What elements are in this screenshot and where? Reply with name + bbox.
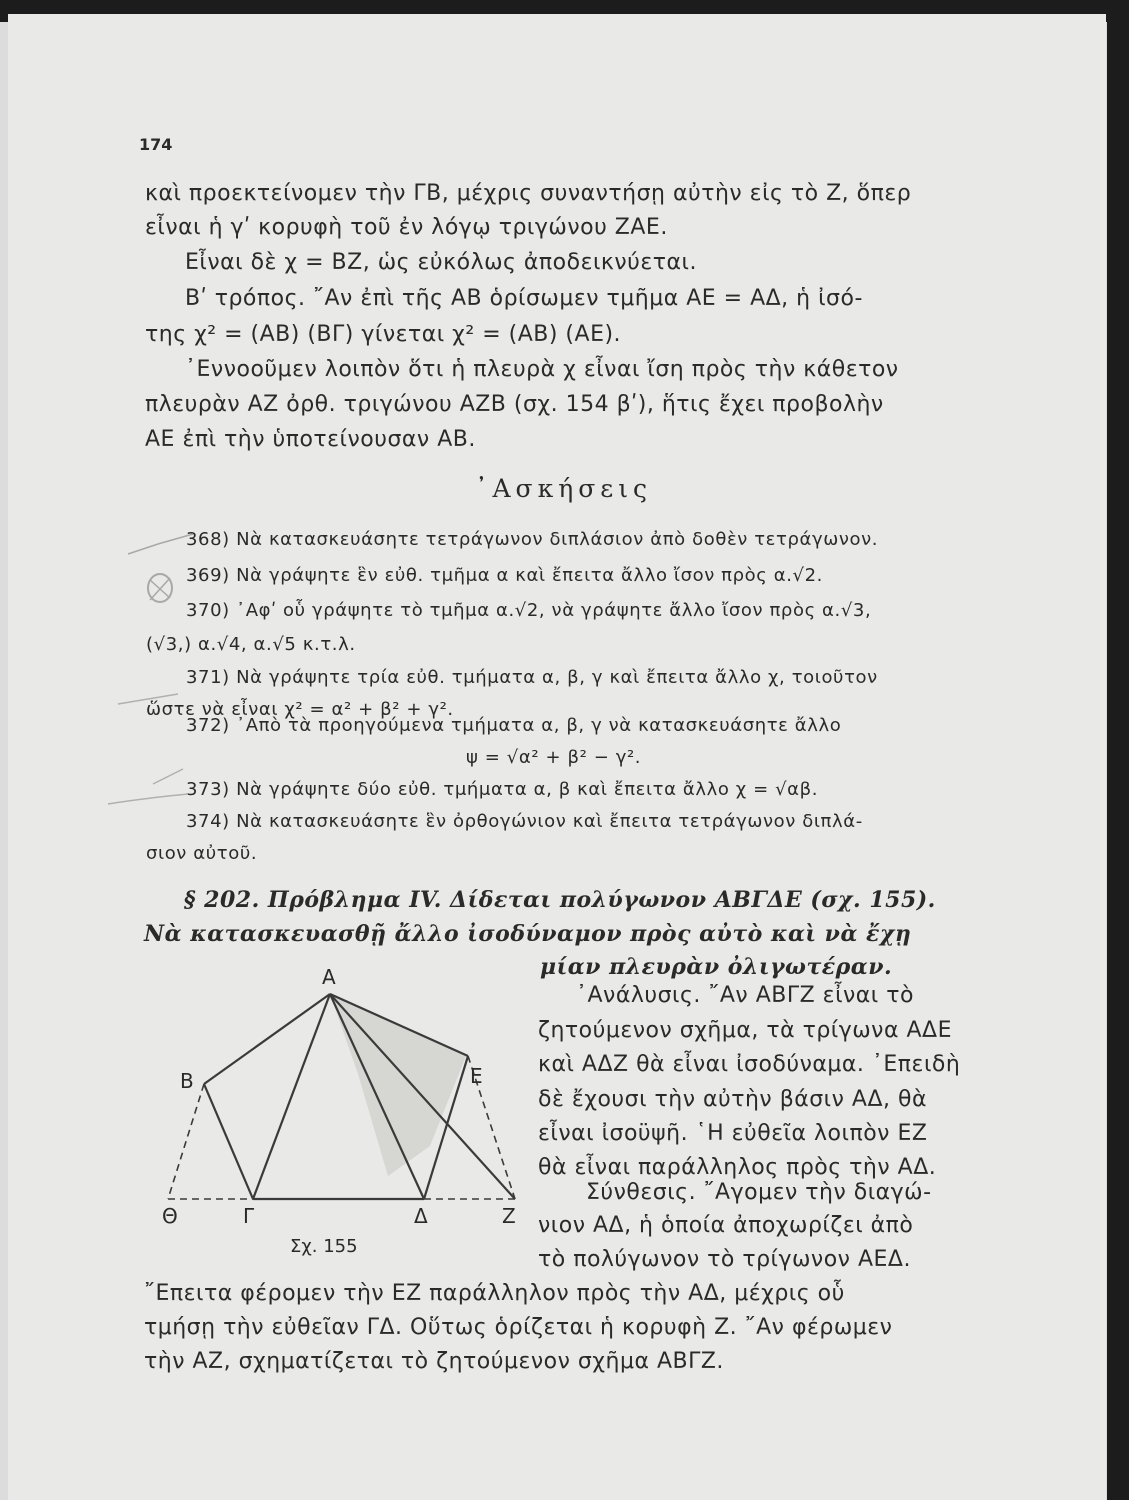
paragraph-line: πλευρὰν ΑΖ ὀρθ. τριγώνου ΑΖΒ (σχ. 154 βʹ), ἥτις ἔχει προβολὴν [145, 392, 884, 417]
fig-label-B: Β [180, 1069, 194, 1093]
exercise-item: 371) Νὰ γράψητε τρία εὐθ. τμήματα α, β, γ καὶ ἔπειτα ἄλλο χ, τοιοῦτον [186, 667, 878, 688]
analysis-line: εἶναι ἰσοϋψῆ. ῾Η εὐθεῖα λοιπὸν ΕΖ [538, 1121, 928, 1146]
paragraph-line: ᾿Εννοοῦμεν λοιπὸν ὅτι ἡ πλευρὰ χ εἶναι ἴση πρὸς τὴν κάθετον [185, 357, 899, 382]
analysis-line: Σύνθεσις. ῎Αγομεν τὴν διαγώ- [586, 1180, 932, 1205]
fig-label-E: Ε [470, 1064, 483, 1088]
book-page [8, 14, 1106, 1500]
paragraph-line: καὶ προεκτείνομεν τὴν ΓΒ, μέχρις συναντήσῃ αὐτὴν εἰς τὸ Ζ, ὅπερ [145, 181, 912, 206]
fig-label-Delta: Δ [414, 1204, 428, 1228]
exercise-item: (√3,) α.√4, α.√5 κ.τ.λ. [146, 634, 356, 655]
section-statement: Νὰ κατασκευασθῇ ἄλλο ἰσοδύναμον πρὸς αὐτὸ καὶ νὰ ἔχῃ [144, 921, 912, 947]
paragraph-line: εἶναι ἡ γʹ κορυφὴ τοῦ ἐν λόγῳ τριγώνου ΖΑΕ. [145, 215, 668, 240]
fig-label-Theta: Θ [162, 1204, 178, 1228]
fig-label-Z: Ζ [502, 1204, 516, 1228]
exercises-heading: ᾿Ασκήσεις [475, 474, 653, 503]
exercise-formula: ψ = √α² + β² − γ². [466, 747, 642, 768]
analysis-line: ᾿Ανάλυσις. ῎Αν ΑΒΓΖ εἶναι τὸ [576, 983, 914, 1008]
analysis-line: καὶ ΑΔΖ θὰ εἶναι ἰσοδύναμα. ᾿Επειδὴ [538, 1052, 961, 1077]
paragraph-line: Εἶναι δὲ χ = ΒΖ, ὡς εὐκόλως ἀποδεικνύεται. [185, 250, 697, 275]
fig-label-Gamma: Γ [243, 1204, 255, 1228]
figure-caption: Σχ. 155 [290, 1236, 358, 1257]
figure-155 [158, 964, 538, 1224]
section-statement: μίαν πλευρὰν ὀλιγωτέραν. [540, 954, 893, 980]
scan-border-right [1107, 0, 1129, 1500]
final-line: τὴν ΑΖ, σχηματίζεται τὸ ζητούμενον σχῆμα ΑΒΓΖ. [144, 1349, 724, 1374]
fig-label-A: Α [322, 965, 336, 989]
exercise-item: 374) Νὰ κατασκευάσητε ἓν ὀρθογώνιον καὶ ἔπειτα τετράγωνον διπλά- [186, 811, 863, 832]
page-number: 174 [139, 135, 173, 154]
paragraph-line: ΑΕ ἐπὶ τὴν ὑποτείνουσαν ΑΒ. [145, 427, 476, 452]
final-line: ῎Επειτα φέρομεν τὴν ΕΖ παράλληλον πρὸς τὴν ΑΔ, μέχρις οὗ [144, 1281, 845, 1306]
exercise-item: σιον αὐτοῦ. [146, 843, 258, 864]
analysis-line: νιον ΑΔ, ἡ ὁποία ἀποχωρίζει ἀπὸ [538, 1213, 914, 1238]
section-title: § 202. Πρόβλημα IV. Δίδεται πολύγωνον ΑΒΓΔΕ (σχ. 155). [184, 887, 936, 913]
exercise-item: 369) Νὰ γράψητε ἓν εὐθ. τμῆμα α καὶ ἔπειτα ἄλλο ἴσον πρὸς α.√2. [186, 565, 823, 586]
segment-AB [204, 994, 330, 1084]
analysis-line: ζητούμενον σχῆμα, τὰ τρίγωνα ΑΔΕ [538, 1018, 952, 1043]
pencil-marks [98, 514, 208, 844]
exercise-item: 373) Νὰ γράψητε δύο εὐθ. τμήματα α, β καὶ ἔπειτα ἄλλο χ = √αβ. [186, 779, 819, 800]
segment-BG [204, 1084, 253, 1199]
analysis-line: τὸ πολύγωνον τὸ τρίγωνον ΑΕΔ. [538, 1247, 911, 1272]
segment-BTheta [168, 1084, 204, 1199]
analysis-line: θὰ εἶναι παράλληλος πρὸς τὴν ΑΔ. [538, 1155, 937, 1180]
segment-AZ [330, 994, 515, 1199]
exercise-item: 370) ᾿Αφʹ οὗ γράψητε τὸ τμῆμα α.√2, νὰ γράψητε ἄλλο ἴσον πρὸς α.√3, [186, 600, 872, 621]
final-line: τμήσῃ τὴν εὐθεῖαν ΓΔ. Οὕτως ὁρίζεται ἡ κορυφὴ Ζ. ῎Αν φέρωμεν [144, 1315, 893, 1340]
analysis-line: δὲ ἔχουσι τὴν αὐτὴν βάσιν ΑΔ, θὰ [538, 1087, 927, 1112]
segment-AG [253, 994, 330, 1199]
exercise-item: 372) ᾿Απὸ τὰ προηγούμενα τμήματα α, β, γ νὰ κατασκευάσητε ἄλλο [186, 715, 842, 736]
exercise-item: ὥστε νὰ εἶναι χ² = α² + β² + γ². [146, 699, 454, 720]
exercise-item: 368) Νὰ κατασκευάσητε τετράγωνον διπλάσιον ἀπὸ δοθὲν τετράγωνον. [186, 529, 879, 550]
paragraph-line: της χ² = (ΑΒ) (ΒΓ) γίνεται χ² = (ΑΒ) (ΑΕ). [145, 322, 622, 347]
paragraph-line: Βʹ τρόπος. ῎Αν ἐπὶ τῆς ΑΒ ὁρίσωμεν τμῆμα ΑΕ = ΑΔ, ἡ ἰσό- [185, 286, 863, 311]
